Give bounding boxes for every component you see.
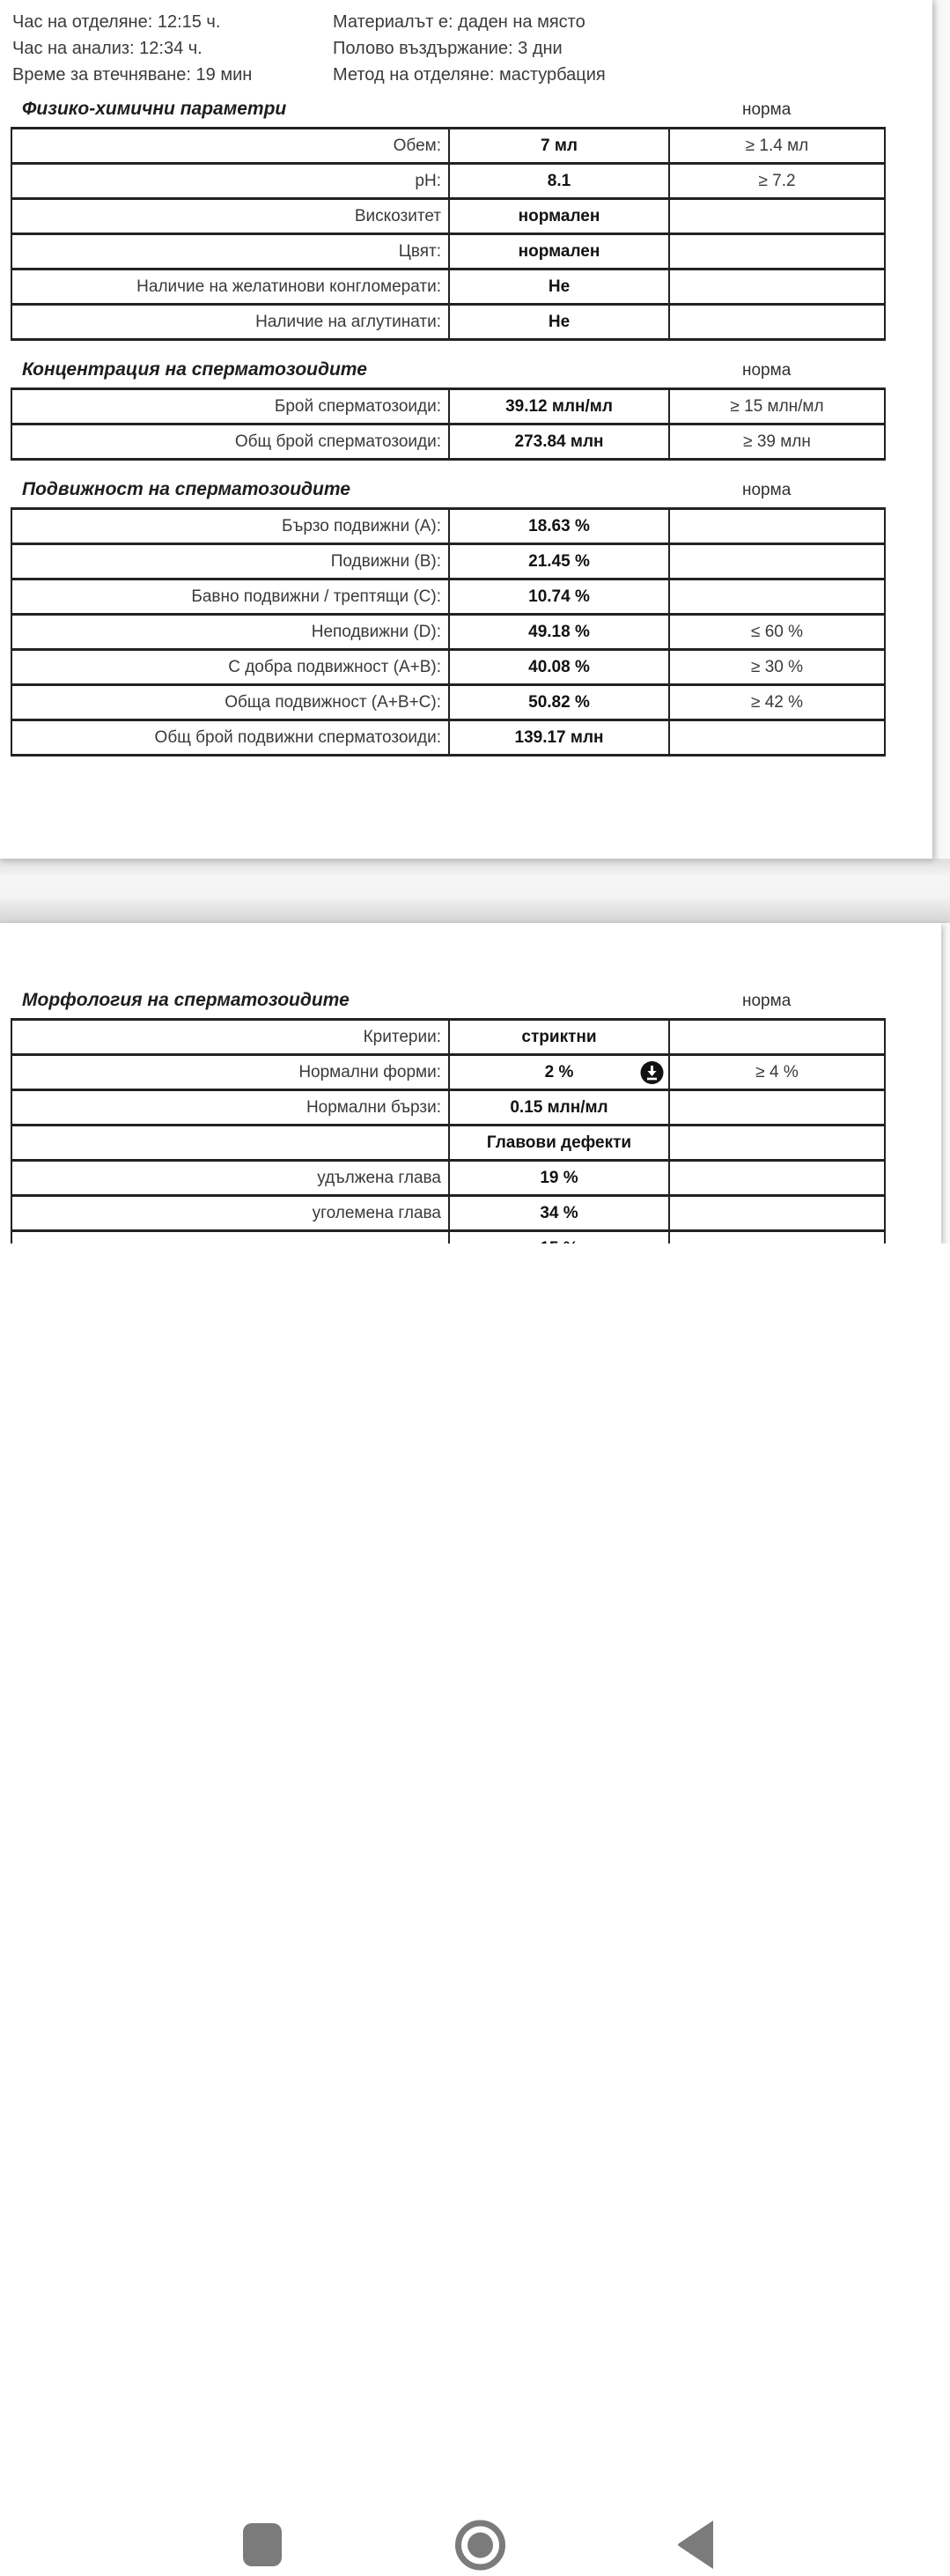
motility-table [11, 507, 886, 757]
report-header [0, 0, 932, 88]
row-label: Бавно подвижни / трептящи (С): [11, 579, 449, 615]
row-label: Нормални форми: [11, 1055, 449, 1090]
header-time-of-collection: Час на отделяне: 12:15 ч. [12, 12, 221, 32]
row-norm: ≥ 39 млн [669, 424, 885, 460]
table-row [11, 389, 885, 424]
physico-chemical-table [11, 127, 886, 341]
norm-column-label: норма [742, 481, 792, 499]
home-icon [454, 2519, 506, 2572]
row-value: нормален [449, 199, 669, 234]
norm-column-label: норма [742, 992, 792, 1010]
document-page-1 [0, 0, 932, 859]
low-value-indicator-icon [640, 1060, 664, 1084]
row-value: 19 % [449, 1161, 669, 1196]
row-norm [669, 509, 885, 544]
back-icon [677, 2520, 714, 2570]
row-value: 2 % [449, 1055, 669, 1090]
row-norm [669, 234, 885, 269]
row-label: Цвят: [11, 234, 449, 269]
row-value: 34 % [449, 1196, 669, 1231]
row-value: 10.74 % [449, 579, 669, 615]
row-label: Брой сперматозоиди: [11, 389, 449, 424]
table-row [11, 129, 885, 164]
table-row [11, 720, 885, 756]
row-label: Общ брой подвижни сперматозоиди: [11, 720, 449, 756]
row-value: 49.18 % [449, 615, 669, 650]
row-norm: ≥ 7.2 [669, 164, 885, 199]
table-row [11, 1126, 885, 1161]
table-row [11, 199, 885, 234]
section-title-physico-chemical: Физико-химични параметри [22, 99, 287, 119]
row-value: Не [449, 305, 669, 340]
row-norm [669, 1090, 885, 1126]
header-material: Материалът е: даден на място [333, 12, 585, 32]
row-label: Вискозитет [11, 199, 449, 234]
page-break-gap [0, 859, 950, 923]
table-row [11, 650, 885, 685]
table-row [11, 1161, 885, 1196]
table-row [11, 164, 885, 199]
row-label: Обща подвижност (А+В+С): [11, 685, 449, 720]
row-norm [669, 579, 885, 615]
row-value: 40.08 % [449, 650, 669, 685]
table-row [11, 269, 885, 305]
row-label: Наличие на желатинови конгломерати: [11, 269, 449, 305]
row-label: Бързо подвижни (А): [11, 509, 449, 544]
section-title-morphology: Морфология на сперматозоидите [22, 990, 350, 1010]
row-norm [669, 1196, 885, 1231]
header-liquefaction-time: Време за втечняване: 19 мин [12, 65, 253, 85]
row-label: С добра подвижност (А+В): [11, 650, 449, 685]
row-label: Наличие на аглутинати: [11, 305, 449, 340]
section-title-motility: Подвижност на сперматозоидите [22, 479, 350, 499]
row-label [11, 1126, 449, 1161]
table-row [11, 579, 885, 615]
row-norm: ≥ 4 % [669, 1055, 885, 1090]
row-norm: ≤ 60 % [669, 615, 885, 650]
section-title-concentration: Концентрация на сперматозоидите [22, 359, 367, 380]
row-norm [669, 199, 885, 234]
table-row [11, 1196, 885, 1231]
row-label: Подвижни (В): [11, 544, 449, 579]
home-button[interactable] [454, 2519, 506, 2572]
row-value: 18.63 % [449, 509, 669, 544]
document-page-2 [0, 923, 941, 1244]
morphology-table [11, 1018, 886, 1267]
row-label: уголемена глава [11, 1196, 449, 1231]
row-label: pH: [11, 164, 449, 199]
row-value: 8.1 [449, 164, 669, 199]
table-row [11, 1090, 885, 1126]
header-time-of-analysis: Час на анализ: 12:34 ч. [12, 39, 203, 58]
row-norm: ≥ 15 млн/мл [669, 389, 885, 424]
row-norm [669, 1020, 885, 1055]
row-norm: ≥ 42 % [669, 685, 885, 720]
row-norm: ≥ 30 % [669, 650, 885, 685]
row-norm [669, 305, 885, 340]
table-row [11, 1055, 885, 1090]
table-row [11, 234, 885, 269]
header-abstinence: Полово въздържание: 3 дни [333, 39, 563, 58]
row-value: 21.45 % [449, 544, 669, 579]
row-norm [669, 1161, 885, 1196]
table-row [11, 615, 885, 650]
concentration-table [11, 388, 886, 461]
row-value: 273.84 млн [449, 424, 669, 460]
row-label: Нормални бързи: [11, 1090, 449, 1126]
row-value: стриктни [449, 1020, 669, 1055]
row-value: 139.17 млн [449, 720, 669, 756]
row-label: Неподвижни (D): [11, 615, 449, 650]
header-collection-method: Метод на отделяне: мастурбация [333, 65, 606, 85]
row-norm [669, 720, 885, 756]
row-norm: ≥ 1.4 мл [669, 129, 885, 164]
row-norm [669, 1126, 885, 1161]
row-value: 50.82 % [449, 685, 669, 720]
row-label: Общ брой сперматозоиди: [11, 424, 449, 460]
norm-column-label: норма [742, 100, 792, 119]
row-norm [669, 269, 885, 305]
row-value: 39.12 млн/мл [449, 389, 669, 424]
table-row [11, 544, 885, 579]
recent-apps-button[interactable] [243, 2523, 282, 2566]
norm-column-label: норма [742, 361, 792, 380]
row-value: нормален [449, 234, 669, 269]
row-label: Обем: [11, 129, 449, 164]
row-label: Критерии: [11, 1020, 449, 1055]
android-navigation-bar [0, 1244, 950, 1353]
row-label: удължена глава [11, 1161, 449, 1196]
back-button[interactable] [677, 2520, 714, 2570]
row-value: Не [449, 269, 669, 305]
table-row [11, 685, 885, 720]
table-row [11, 509, 885, 544]
row-norm [669, 544, 885, 579]
table-row [11, 424, 885, 460]
table-row [11, 1020, 885, 1055]
row-subheader: Главови дефекти [449, 1126, 669, 1161]
table-row [11, 305, 885, 340]
row-value: 0.15 млн/мл [449, 1090, 669, 1126]
low-value-indicator [640, 1060, 664, 1084]
row-value: 7 мл [449, 129, 669, 164]
